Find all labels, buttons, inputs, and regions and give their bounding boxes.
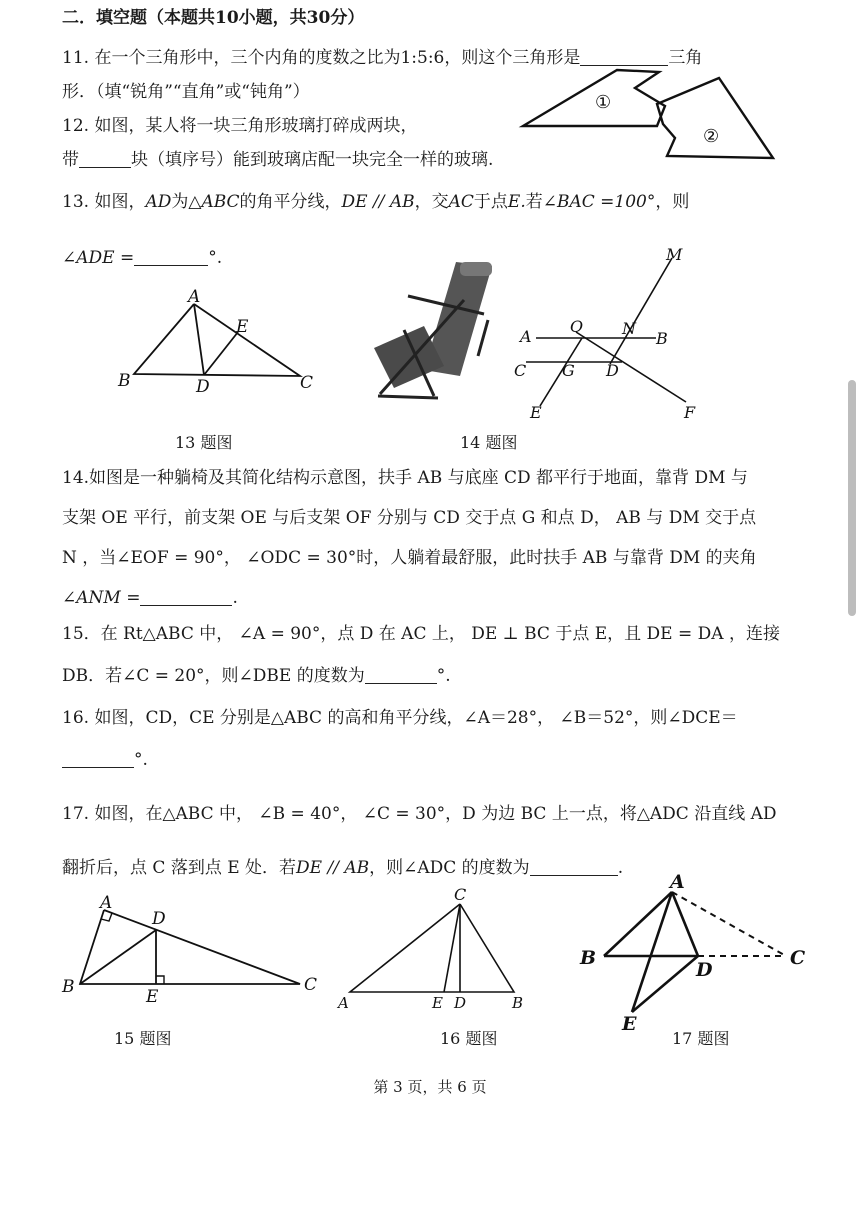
q14-text-end: . (232, 588, 238, 608)
chair-headrest (460, 262, 492, 276)
fig14-label-m: M (666, 245, 683, 264)
q16-line1: 16. 如图，CD，CE 分别是△ABC 的高和角平分线，∠A＝28°， ∠B＝52°，则∠DCE＝ (62, 708, 738, 728)
fig17-dashed-ac (672, 892, 786, 956)
fig14-label-g: G (562, 361, 575, 380)
q13-angle: ∠BAC =100° (542, 192, 656, 212)
q11-line2: 形．（填“锐角”“直角”或“钝角”） (62, 82, 310, 102)
q11-text-a: 11. 在一个三角形中，三个内角的度数之比为 (62, 48, 401, 68)
fig13-label-d: D (196, 377, 210, 397)
fig13-label-a: A (188, 287, 201, 307)
fig14-label-a: A (520, 327, 532, 346)
q13-line2 (62, 246, 222, 270)
fig13-outline (134, 304, 300, 376)
q15-text-end: °. (436, 666, 451, 686)
q17-line2 (62, 856, 623, 880)
q13-text-b: 为 (171, 192, 189, 212)
fig14-label-f: F (684, 403, 696, 422)
vertical-scrollbar[interactable] (848, 380, 856, 616)
q13-line1 (62, 190, 689, 214)
q13-ad: AD (145, 192, 172, 212)
fig15-right-angle-e (156, 976, 164, 984)
fig15-label-b: B (62, 977, 75, 997)
fig14-label-d: D (606, 361, 619, 380)
fig16-label-c: C (454, 885, 467, 904)
fig12-broken-glass (515, 62, 785, 174)
q14-line4 (62, 586, 238, 610)
q11-ratio: 1:5:6 (400, 48, 445, 68)
q13-text-f: 若 (525, 192, 543, 212)
chair-leg-rear (478, 320, 488, 356)
q15-answer-blank[interactable] (365, 665, 437, 684)
q12-line2 (62, 148, 493, 172)
q15-line1: 15．在 Rt△ABC 中， ∠A = 90°，点 D 在 AC 上， DE ⊥ BC 于点 E，且 DE = DA ，连接 (62, 624, 780, 644)
fig14-label-e: E (530, 403, 542, 422)
q14-line1: 14.如图是一种躺椅及其简化结构示意图，扶手 AB 与底座 CD 都平行于地面，靠背 DM 与 (62, 468, 748, 488)
q14-answer-blank[interactable] (140, 587, 232, 606)
q13-e: E. (507, 192, 526, 212)
fig14-label-c: C (514, 361, 527, 380)
fig16-label-d: D (454, 994, 467, 1012)
q17-parallel: DE // AB (296, 858, 370, 878)
fig15-caption: 15 题图 (114, 1029, 172, 1048)
fig13-triangle (112, 286, 322, 396)
fig13-label-b: B (118, 371, 131, 391)
fig16-label-b: B (512, 994, 524, 1012)
fig15-label-d: D (152, 909, 166, 929)
fig15-label-e: E (146, 987, 159, 1007)
q15-text-a: DB．若∠C = 20°，则∠DBE 的度数为 (62, 666, 365, 686)
q13-text-c: 的角平分线， (239, 192, 342, 212)
q13-text-end: °. (208, 248, 223, 268)
fig14-caption: 14 题图 (460, 433, 518, 452)
q13-ac: AC (448, 192, 474, 212)
q17-text-b: ，则∠ADC 的度数为 (369, 858, 530, 878)
q16-line2 (62, 748, 148, 772)
fig17-label-d: D (696, 959, 713, 981)
fig14-label-b: B (656, 329, 668, 348)
q13-text-d: ，交 (414, 192, 449, 212)
fig17-caption: 17 题图 (672, 1029, 730, 1048)
q13-text-a: 13. 如图， (62, 192, 146, 212)
fig14-label-o: O (570, 317, 584, 336)
fig13-segment-de (204, 332, 238, 375)
fig14-line-oe (540, 338, 582, 406)
q13-text-g: ，则 (655, 192, 690, 212)
q16-text-end: °. (134, 750, 148, 770)
fig17-folded-triangle (576, 868, 816, 1038)
q11-text-b: ，则这个三角形是 (444, 48, 581, 68)
q13-text-e: 于点 (473, 192, 508, 212)
q12-line1: 12. 如图，某人将一块三角形玻璃打碎成两块， (62, 116, 418, 136)
fig15-segment-bd (80, 930, 156, 984)
q14-line3: N ，当∠EOF = 90°， ∠ODC = 30°时，人躺着最舒服，此时扶手 AB 与靠背 DM 的夹角 (62, 548, 757, 568)
q13-angle-ade: ∠ADE = (62, 248, 135, 268)
q12-text-a: 带 (62, 150, 79, 170)
chair-base (378, 396, 438, 398)
q12-answer-blank[interactable] (79, 149, 131, 168)
piece-1-label: ① (595, 92, 612, 113)
q14-angle-anm: ∠ANM = (62, 588, 141, 608)
fig17-label-b: B (580, 947, 597, 969)
fig16-outline (350, 904, 514, 992)
fig17-label-a: A (670, 871, 685, 893)
fig15-triangle (60, 890, 330, 1010)
q15-line2 (62, 664, 451, 688)
q12-text-b: 块（填序号）能到玻璃店配一块完全一样的玻璃. (131, 150, 494, 170)
fig13-segment-ad (194, 304, 204, 375)
fig13-label-e: E (236, 317, 249, 337)
fig16-triangle (336, 884, 536, 1014)
q17-text-a: 翻折后，点 C 落到点 E 处．若 (62, 858, 297, 878)
q13-triangle: △ABC (188, 192, 240, 212)
fig15-label-c: C (304, 975, 318, 995)
q17-text-end: . (617, 858, 624, 878)
fig13-caption: 13 题图 (175, 433, 233, 452)
fig14-line-dm (610, 258, 672, 364)
piece-2-label: ② (703, 126, 720, 147)
fig13-label-c: C (300, 373, 314, 393)
q14-line2: 支架 OE 平行，前支架 OE 与后支架 OF 分别与 CD 交于点 G 和点 D， AB 与 DM 交于点 (62, 508, 757, 528)
q11-text-c: 三角 (668, 48, 703, 68)
q16-answer-blank[interactable] (62, 749, 134, 768)
fig16-label-e: E (432, 994, 443, 1012)
fig14-label-n: N (622, 319, 636, 338)
fig14-diagram (510, 246, 700, 422)
fig15-outline (80, 910, 300, 984)
section-title: 二．填空题（本题共10小题，共30分） (62, 8, 365, 28)
q13-parallel: DE // AB (341, 192, 415, 212)
fig15-label-a: A (100, 893, 113, 913)
fig17-segment-ad (672, 892, 698, 956)
fig17-label-e: E (622, 1013, 637, 1035)
fig14-chair-photo (368, 256, 508, 402)
fig17-label-c: C (790, 947, 806, 969)
fig16-segment-ce (444, 904, 460, 992)
fig16-label-a: A (338, 994, 349, 1012)
page-footer: 第 3 页，共 6 页 (373, 1078, 487, 1096)
fig14-line-of (576, 332, 686, 402)
fig16-caption: 16 题图 (440, 1029, 498, 1048)
q13-answer-blank[interactable] (134, 247, 208, 266)
q17-line1: 17. 如图，在△ABC 中， ∠B = 40°， ∠C = 30°，D 为边 BC 上一点，将△ADC 沿直线 AD (62, 804, 777, 824)
glass-piece-1 (523, 70, 665, 126)
